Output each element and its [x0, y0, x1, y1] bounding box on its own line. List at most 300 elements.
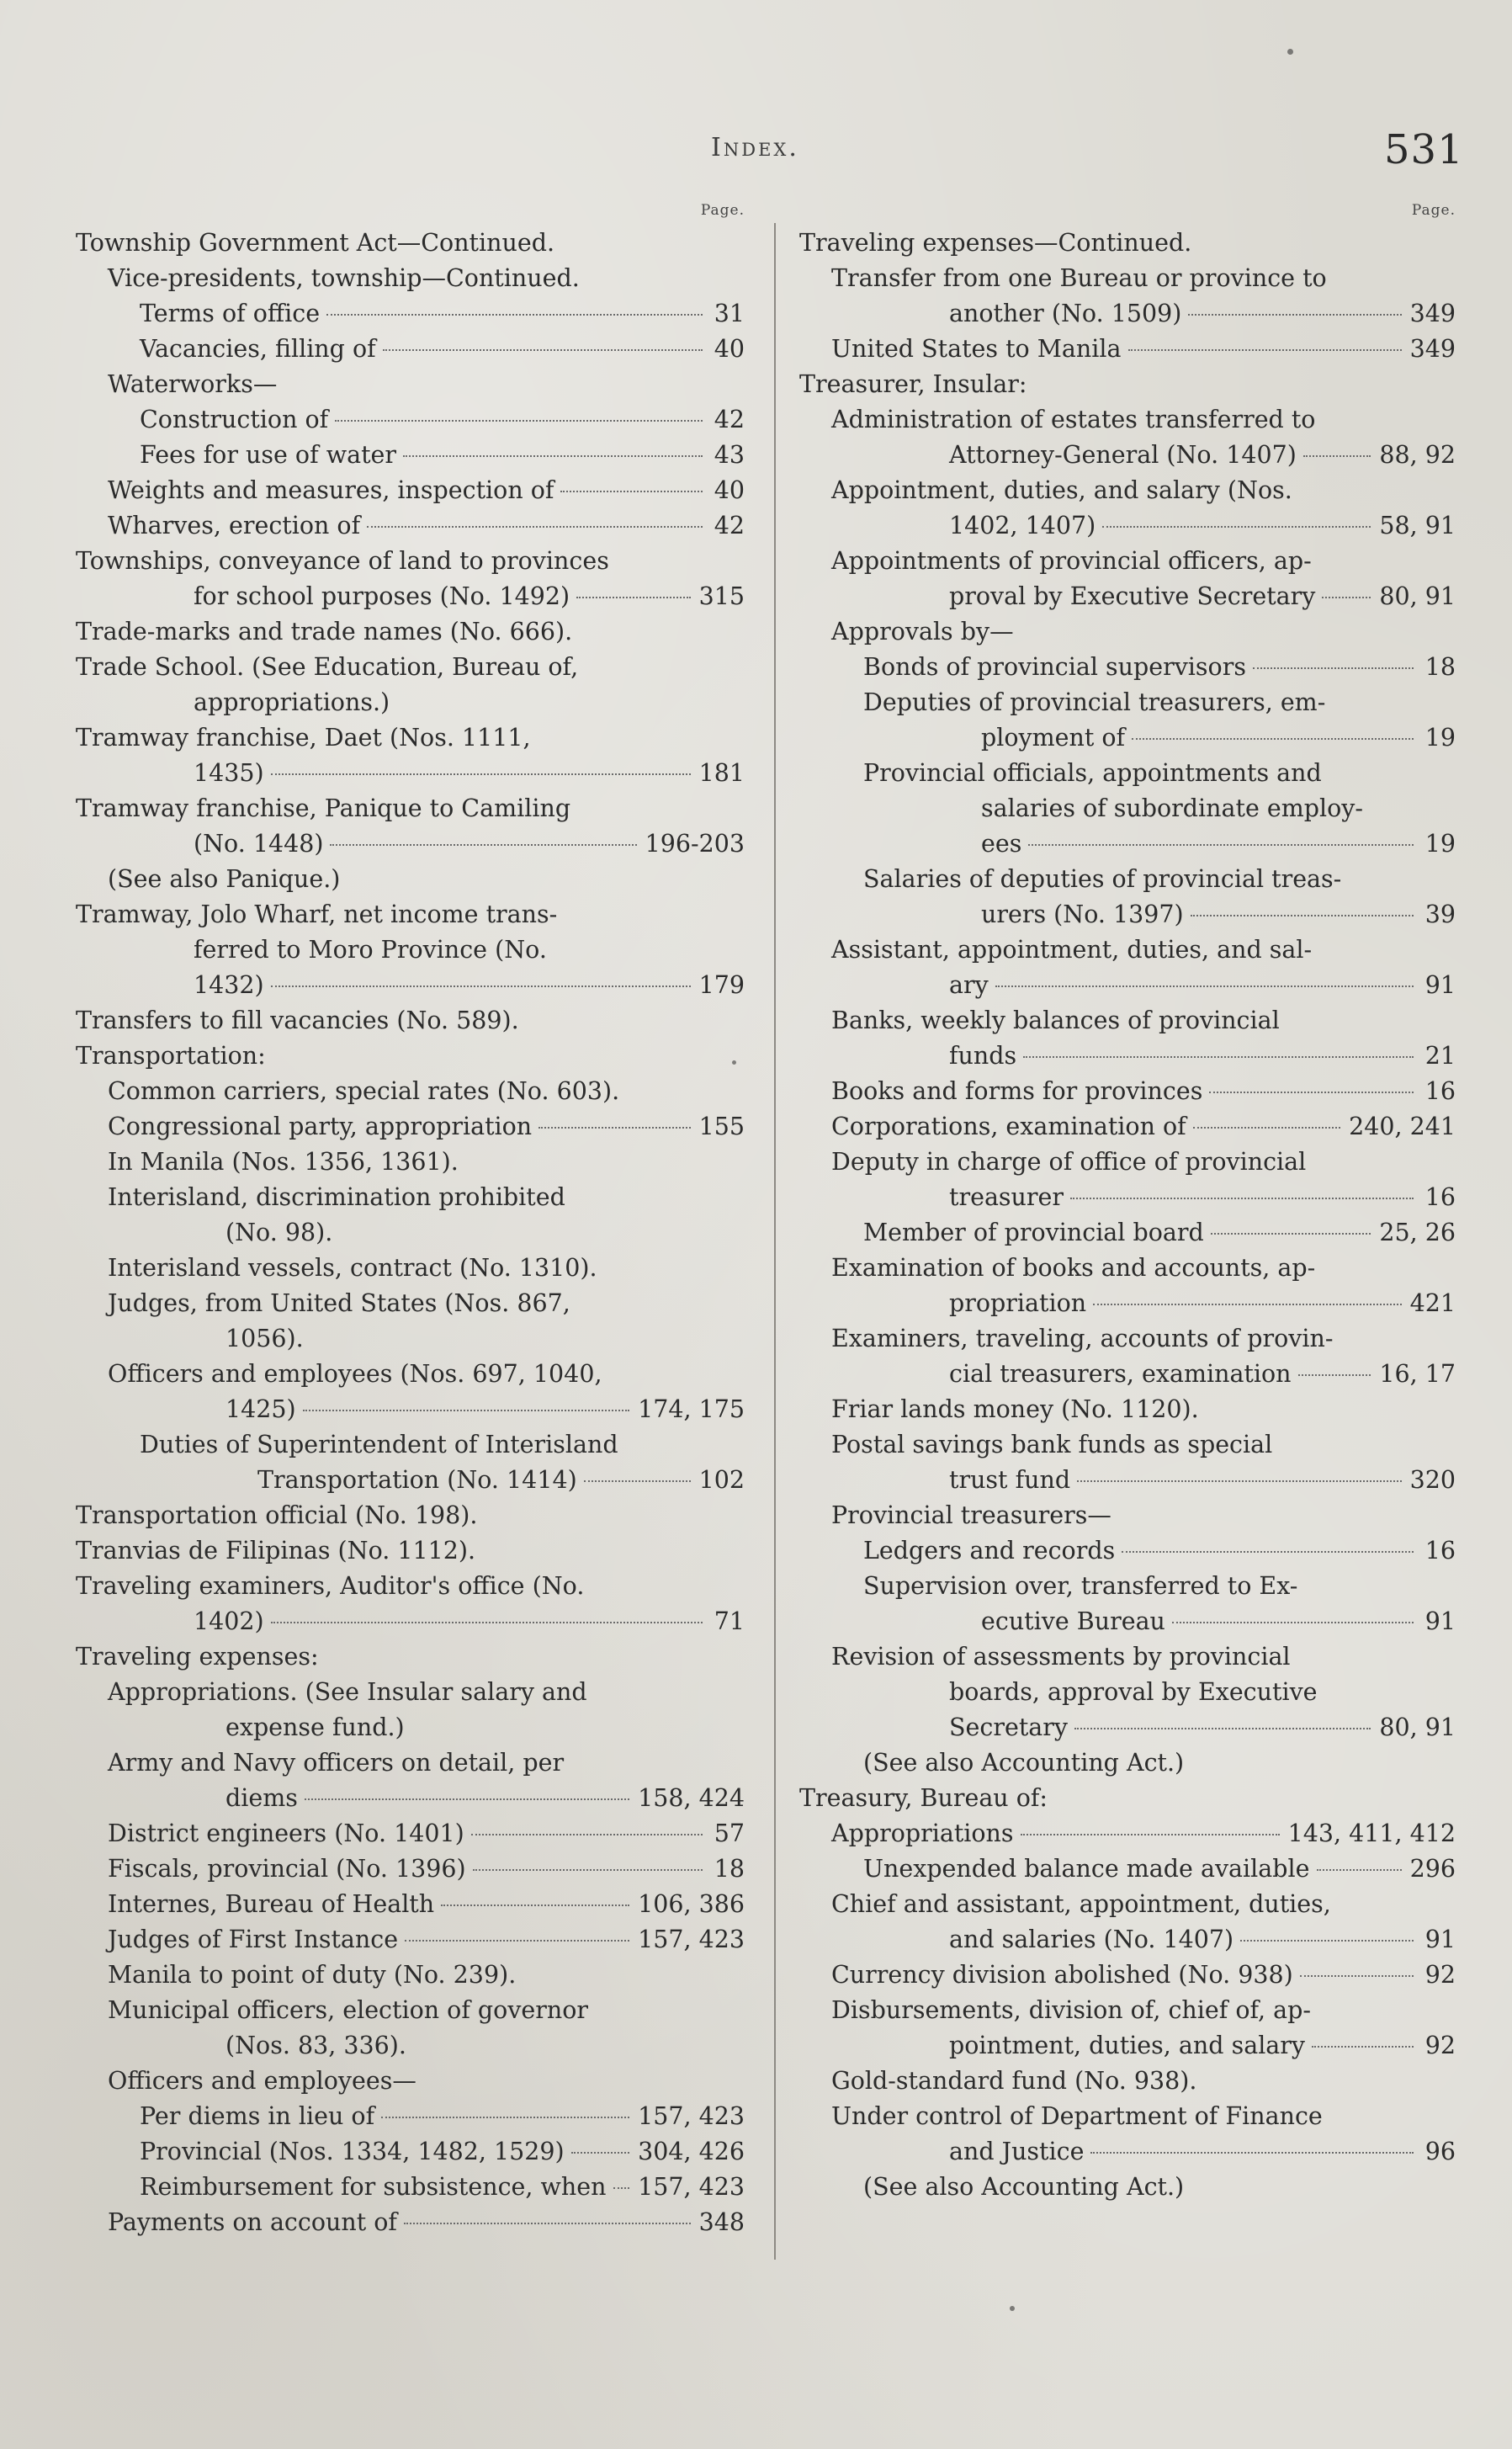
entry-text: ferred to Moro Province (No. — [194, 936, 547, 964]
leader-dots — [271, 1621, 703, 1623]
leader-dots — [1317, 1868, 1402, 1871]
entry-text: Banks, weekly balances of provincial — [831, 1007, 1280, 1034]
index-entry — [76, 1357, 745, 1427]
index-entry — [799, 1533, 1456, 1569]
page-reference: 25, 26 — [1379, 1219, 1456, 1246]
entry-text: Salaries of deputies of provincial treas- — [863, 865, 1342, 893]
index-entry — [76, 791, 745, 862]
index-entry — [799, 473, 1456, 544]
leader-dots — [471, 1833, 703, 1835]
leader-dots — [1172, 1621, 1414, 1623]
entry-text: Trade School. (See Education, Bureau of, — [76, 653, 579, 681]
page-reference: 96 — [1424, 2138, 1456, 2165]
leader-dots — [1193, 1126, 1340, 1129]
leader-dots — [404, 2222, 691, 2224]
entry-text: 1056). — [225, 1325, 304, 1352]
leader-dots — [403, 454, 703, 457]
entry-text: Traveling expenses—Continued. — [799, 229, 1192, 257]
entry-text: Transfer from one Bureau or province to — [831, 264, 1327, 292]
index-entry — [76, 2099, 745, 2134]
leader-dots — [1188, 313, 1401, 316]
entry-text: Deputy in charge of office of provincial — [831, 1148, 1307, 1176]
entry-text: Weights and measures, inspection of — [108, 476, 554, 504]
entry-text: another (No. 1509) — [949, 300, 1182, 327]
index-entry — [799, 614, 1456, 650]
index-entry — [76, 1816, 745, 1851]
page-reference: 155 — [698, 1113, 745, 1140]
index-entry — [76, 1251, 745, 1286]
entry-text: Appropriations — [831, 1819, 1014, 1847]
index-entry — [76, 2205, 745, 2240]
index-entry — [76, 1639, 745, 1675]
index-entry — [799, 1816, 1456, 1851]
entry-text: Duties of Superintendent of Interisland — [140, 1431, 618, 1458]
page-reference: 91 — [1424, 1607, 1456, 1635]
index-entry — [76, 1922, 745, 1958]
index-entry — [76, 1851, 745, 1887]
index-entry — [76, 650, 745, 720]
entry-text: Townships, conveyance of land to provinces — [76, 547, 609, 575]
leader-dots — [1303, 454, 1371, 457]
page-reference: 92 — [1424, 1961, 1456, 1989]
entry-text: Attorney-General (No. 1407) — [949, 441, 1297, 469]
entry-text: Appointments of provincial officers, ap- — [831, 547, 1312, 575]
leader-dots — [1023, 1055, 1414, 1058]
index-entry — [76, 226, 745, 261]
leader-dots — [1028, 843, 1414, 846]
entry-text: Vice-presidents, township—Continued. — [108, 264, 580, 292]
index-entry — [799, 402, 1456, 473]
entry-text: 1425) — [225, 1395, 296, 1423]
entry-text: Trade-marks and trade names (No. 666). — [76, 618, 573, 645]
entry-text: Administration of estates transferred to — [831, 406, 1316, 433]
index-column-right — [799, 202, 1456, 2205]
index-entry — [76, 897, 745, 1003]
page-reference: 19 — [1424, 830, 1456, 858]
entry-text: Tramway franchise, Panique to Camiling — [76, 794, 571, 822]
entry-text: Interisland, discrimination prohibited — [108, 1183, 565, 1211]
page-header — [0, 126, 1512, 194]
index-column-left — [76, 202, 745, 2240]
page-reference: 157, 423 — [638, 1926, 745, 1953]
entry-text: Army and Navy officers on detail, per — [108, 1749, 565, 1777]
entry-text: ecutive Bureau — [981, 1607, 1165, 1635]
entry-text: funds — [949, 1042, 1017, 1070]
entry-text: Judges of First Instance — [108, 1926, 399, 1953]
page-reference: 42 — [714, 512, 745, 539]
leader-dots — [613, 2186, 630, 2189]
page-reference: 18 — [1424, 653, 1456, 681]
entry-text: 1435) — [194, 759, 264, 787]
page-reference: 80, 91 — [1379, 1713, 1456, 1741]
page-reference: 181 — [698, 759, 745, 787]
entry-text: Terms of office — [140, 300, 321, 327]
entry-text: Books and forms for provinces — [831, 1077, 1203, 1105]
leader-dots — [326, 313, 703, 316]
leader-dots — [1298, 1373, 1371, 1376]
index-entry — [799, 1074, 1456, 1109]
index-entry — [76, 1003, 745, 1039]
index-entry — [76, 508, 745, 544]
page-reference: 143, 411, 412 — [1287, 1819, 1456, 1847]
entry-text: Fiscals, provincial (No. 1396) — [108, 1855, 466, 1883]
leader-dots — [1253, 667, 1414, 669]
index-entry — [76, 544, 745, 614]
page-column-label: Page. — [1411, 202, 1456, 219]
index-entry — [799, 1851, 1456, 1887]
page-reference: 157, 423 — [638, 2102, 745, 2130]
leader-dots — [1122, 1550, 1414, 1553]
page-reference: 39 — [1424, 900, 1456, 928]
page-reference: 179 — [698, 971, 745, 999]
index-entry — [799, 2064, 1456, 2099]
entry-text: Under control of Department of Finance — [831, 2102, 1323, 2130]
index-entry — [799, 367, 1456, 402]
page-reference: 16 — [1424, 1537, 1456, 1564]
index-entry — [76, 1498, 745, 1533]
index-entry — [799, 1251, 1456, 1321]
entry-text: expense fund.) — [225, 1713, 405, 1741]
entry-text: Construction of — [140, 406, 329, 433]
entry-text: Transfers to fill vacancies (No. 589). — [76, 1007, 519, 1034]
entry-text: Municipal officers, election of governor — [108, 1996, 589, 2024]
entry-text: Officers and employees— — [108, 2067, 416, 2095]
leader-dots — [271, 773, 691, 775]
entry-list-left — [76, 226, 745, 2240]
index-entry — [76, 720, 745, 791]
leader-dots — [305, 1798, 629, 1800]
index-entry — [76, 1533, 745, 1569]
index-entry — [799, 261, 1456, 332]
entry-text: diems — [225, 1784, 298, 1812]
page-reference: 92 — [1424, 2032, 1456, 2059]
page-reference: 16 — [1424, 1077, 1456, 1105]
entry-text: Unexpended balance made available — [863, 1855, 1310, 1883]
entry-text: Appropriations. (See Insular salary and — [108, 1678, 587, 1706]
index-entry — [799, 1958, 1456, 1993]
leader-dots — [1240, 1939, 1414, 1942]
entry-text: Fees for use of water — [140, 441, 397, 469]
leader-dots — [1191, 914, 1414, 916]
index-entry — [76, 1145, 745, 1180]
page-reference: 19 — [1424, 724, 1456, 752]
entry-text: trust fund — [949, 1466, 1071, 1494]
entry-text: Gold-standard fund (No. 938). — [831, 2067, 1197, 2095]
entry-text: for school purposes (No. 1492) — [194, 582, 570, 610]
page-reference: 42 — [714, 406, 745, 433]
index-entry — [76, 1039, 745, 1074]
entry-text: Provincial (Nos. 1334, 1482, 1529) — [140, 2138, 565, 2165]
index-entry — [76, 367, 745, 402]
index-entry — [799, 1427, 1456, 1498]
entry-text: (See also Accounting Act.) — [863, 2173, 1185, 2201]
entry-list-right — [799, 226, 1456, 2205]
entry-text: Bonds of provincial supervisors — [863, 653, 1246, 681]
page-reference: 16 — [1424, 1183, 1456, 1211]
entry-text: Manila to point of duty (No. 239). — [108, 1961, 517, 1989]
page-reference: 40 — [714, 335, 745, 363]
entry-text: Judges, from United States (Nos. 867, — [108, 1289, 570, 1317]
entry-text: urers (No. 1397) — [981, 900, 1184, 928]
index-entry — [799, 1639, 1456, 1745]
index-entry — [76, 1993, 745, 2064]
leader-dots — [1132, 737, 1414, 740]
index-entry — [799, 1745, 1456, 1781]
entry-text: District engineers (No. 1401) — [108, 1819, 464, 1847]
index-entry — [76, 438, 745, 473]
index-entry — [799, 1498, 1456, 1533]
index-entry — [76, 1675, 745, 1745]
page-reference: 196-203 — [645, 830, 745, 858]
index-entry — [799, 1569, 1456, 1639]
leader-dots — [1090, 2151, 1414, 2154]
entry-text: and salaries (No. 1407) — [949, 1926, 1234, 1953]
index-entry — [76, 1074, 745, 1109]
page-reference: 157, 423 — [638, 2173, 745, 2201]
entry-text: Vacancies, filling of — [140, 335, 376, 363]
entry-text: Friar lands money (No. 1120). — [831, 1395, 1199, 1423]
entry-text: 1402, 1407) — [949, 512, 1096, 539]
entry-text: Congressional party, appropriation — [108, 1113, 533, 1140]
leader-dots — [1102, 525, 1371, 528]
entry-text: cial treasurers, examination — [949, 1360, 1292, 1388]
page-reference: 158, 424 — [638, 1784, 745, 1812]
leader-dots — [405, 1939, 629, 1942]
page-reference: 174, 175 — [638, 1395, 745, 1423]
index-entry — [799, 1145, 1456, 1215]
index-entry — [76, 862, 745, 897]
index-entry — [76, 614, 745, 650]
page-reference: 296 — [1409, 1855, 1456, 1883]
index-entry — [799, 332, 1456, 367]
page-reference: 16, 17 — [1379, 1360, 1456, 1388]
page-reference: 349 — [1409, 300, 1456, 327]
entry-text: Assistant, appointment, duties, and sal- — [831, 936, 1313, 964]
page-reference: 58, 91 — [1379, 512, 1456, 539]
entry-text: Treasury, Bureau of: — [799, 1784, 1048, 1812]
entry-text: Postal savings bank funds as special — [831, 1431, 1273, 1458]
index-entry — [76, 1286, 745, 1357]
leader-dots — [538, 1126, 690, 1129]
page-reference: 421 — [1409, 1289, 1456, 1317]
entry-text: Approvals by— — [831, 618, 1014, 645]
page-reference: 80, 91 — [1379, 582, 1456, 610]
index-entry — [799, 650, 1456, 685]
entry-text: ployment of — [981, 724, 1126, 752]
entry-text: boards, approval by Executive — [949, 1678, 1318, 1706]
page-reference: 304, 426 — [638, 2138, 745, 2165]
index-entry — [799, 685, 1456, 756]
entry-text: In Manila (Nos. 1356, 1361). — [108, 1148, 459, 1176]
index-entry — [76, 1958, 745, 1993]
ink-speck — [1010, 2306, 1015, 2311]
entry-text: 1402) — [194, 1607, 264, 1635]
entry-text: Tramway, Jolo Wharf, net income trans- — [76, 900, 558, 928]
entry-text: Currency division abolished (No. 938) — [831, 1961, 1293, 1989]
index-entry — [799, 1215, 1456, 1251]
index-entry — [799, 226, 1456, 261]
entry-text: Wharves, erection of — [108, 512, 361, 539]
entry-text: Appointment, duties, and salary (Nos. — [831, 476, 1292, 504]
entry-text: propriation — [949, 1289, 1087, 1317]
index-entry — [799, 932, 1456, 1003]
index-entry — [76, 1109, 745, 1145]
entry-text: Examiners, traveling, accounts of provin- — [831, 1325, 1334, 1352]
index-entry — [799, 544, 1456, 614]
entry-text: ary — [949, 971, 989, 999]
page-reference: 31 — [714, 300, 745, 327]
index-entry — [76, 1887, 745, 1922]
entry-text: Per diems in lieu of — [140, 2102, 375, 2130]
entry-text: Township Government Act—Continued. — [76, 229, 554, 257]
entry-text: Internes, Bureau of Health — [108, 1890, 435, 1918]
leader-dots — [1322, 596, 1371, 598]
entry-text: Deputies of provincial treasurers, em- — [863, 688, 1326, 716]
entry-text: Reimbursement for subsistence, when — [140, 2173, 607, 2201]
index-entry — [76, 2134, 745, 2170]
leader-dots — [995, 985, 1414, 987]
page-reference: 91 — [1424, 1926, 1456, 1953]
entry-text: Interisland vessels, contract (No. 1310). — [108, 1254, 597, 1282]
page-number: 531 — [1384, 126, 1464, 173]
leader-dots — [383, 348, 703, 351]
leader-dots — [1300, 1974, 1414, 1977]
leader-dots — [330, 843, 636, 846]
leader-dots — [576, 596, 690, 598]
page-reference: 57 — [714, 1819, 745, 1847]
index-entry — [799, 1003, 1456, 1074]
entry-text: proval by Executive Secretary — [949, 582, 1316, 610]
page-reference: 40 — [714, 476, 745, 504]
entry-text: Chief and assistant, appointment, duties, — [831, 1890, 1331, 1918]
leader-dots — [1312, 2045, 1414, 2048]
entry-text: Member of provincial board — [863, 1219, 1204, 1246]
entry-text: pointment, duties, and salary — [949, 2032, 1306, 2059]
index-entry — [799, 2099, 1456, 2170]
leader-dots — [303, 1409, 629, 1411]
entry-text: (Nos. 83, 336). — [225, 2032, 406, 2059]
entry-text: Disbursements, division of, chief of, ap- — [831, 1996, 1312, 2024]
leader-dots — [441, 1904, 629, 1906]
entry-text: and Justice — [949, 2138, 1085, 2165]
entry-text: Traveling expenses: — [76, 1643, 319, 1671]
page-reference: 91 — [1424, 971, 1456, 999]
index-entry — [76, 1180, 745, 1251]
leader-dots — [584, 1479, 691, 1482]
entry-text: (See also Panique.) — [108, 865, 341, 893]
leader-dots — [1128, 348, 1402, 351]
entry-text: Tranvias de Filipinas (No. 1112). — [76, 1537, 476, 1564]
page-column-label: Page. — [700, 202, 745, 219]
index-entry — [799, 1781, 1456, 1816]
entry-text: Officers and employees (Nos. 697, 1040, — [108, 1360, 602, 1388]
leader-dots — [1093, 1303, 1402, 1305]
entry-text: United States to Manila — [831, 335, 1122, 363]
index-entry — [76, 1569, 745, 1639]
page-reference: 102 — [698, 1466, 745, 1494]
entry-text: Treasurer, Insular: — [799, 370, 1027, 398]
leader-dots — [1021, 1833, 1280, 1835]
entry-text: appropriations.) — [194, 688, 390, 716]
index-entry — [76, 1745, 745, 1816]
entry-text: Provincial officials, appointments and — [863, 759, 1322, 787]
entry-text: (See also Accounting Act.) — [863, 1749, 1185, 1777]
index-entry — [76, 473, 745, 508]
ink-speck — [732, 1060, 736, 1065]
entry-text: Transportation official (No. 198). — [76, 1501, 478, 1529]
index-entry — [76, 332, 745, 367]
index-entry — [799, 1993, 1456, 2064]
entry-text: salaries of subordinate employ- — [981, 794, 1364, 822]
entry-text: Revision of assessments by provincial — [831, 1643, 1291, 1671]
entry-text: Payments on account of — [108, 2208, 397, 2236]
leader-dots — [335, 419, 703, 422]
index-entry — [799, 1321, 1456, 1392]
page-reference: 88, 92 — [1379, 441, 1456, 469]
page-reference: 71 — [714, 1607, 745, 1635]
entry-text: Provincial treasurers— — [831, 1501, 1111, 1529]
entry-text: Examination of books and accounts, ap- — [831, 1254, 1316, 1282]
leader-dots — [1211, 1232, 1371, 1235]
entry-text: Secretary — [949, 1713, 1069, 1741]
index-entry — [76, 1427, 745, 1498]
page-reference: 18 — [714, 1855, 745, 1883]
entry-text: Traveling examiners, Auditor's office (No. — [76, 1572, 585, 1600]
index-entry — [799, 1392, 1456, 1427]
page-reference: 240, 241 — [1349, 1113, 1456, 1140]
leader-dots — [271, 985, 691, 987]
page-reference: 21 — [1424, 1042, 1456, 1070]
index-entry — [76, 261, 745, 296]
leader-dots — [560, 490, 703, 492]
ink-speck — [1287, 49, 1293, 55]
entry-text: (No. 1448) — [194, 830, 324, 858]
leader-dots — [1077, 1479, 1402, 1482]
page-reference: 320 — [1409, 1466, 1456, 1494]
entry-text: Tramway franchise, Daet (Nos. 1111, — [76, 724, 531, 752]
leader-dots — [381, 2116, 629, 2118]
index-entry — [799, 756, 1456, 862]
leader-dots — [571, 2151, 629, 2154]
page-reference: 349 — [1409, 335, 1456, 363]
page-reference: 348 — [698, 2208, 745, 2236]
index-entry — [799, 1109, 1456, 1145]
index-entry — [799, 862, 1456, 932]
entry-text: treasurer — [949, 1183, 1064, 1211]
entry-text: Waterworks— — [108, 370, 278, 398]
entry-text: Supervision over, transferred to Ex- — [863, 1572, 1298, 1600]
entry-text: (No. 98). — [225, 1219, 333, 1246]
index-entry — [799, 1887, 1456, 1958]
index-entry — [76, 2064, 745, 2099]
running-head: Index. — [711, 133, 799, 162]
leader-dots — [1074, 1727, 1371, 1729]
index-entry — [799, 2170, 1456, 2205]
index-entry — [76, 2170, 745, 2205]
page-reference: 43 — [714, 441, 745, 469]
entry-text: ees — [981, 830, 1022, 858]
index-entry — [76, 296, 745, 332]
leader-dots — [367, 525, 703, 528]
entry-text: 1432) — [194, 971, 264, 999]
leader-dots — [1070, 1197, 1414, 1199]
leader-dots — [473, 1868, 703, 1871]
entry-text: Transportation (No. 1414) — [257, 1466, 577, 1494]
leader-dots — [1209, 1091, 1414, 1093]
entry-text: Ledgers and records — [863, 1537, 1116, 1564]
entry-text: Transportation: — [76, 1042, 266, 1070]
column-divider — [774, 223, 776, 2260]
